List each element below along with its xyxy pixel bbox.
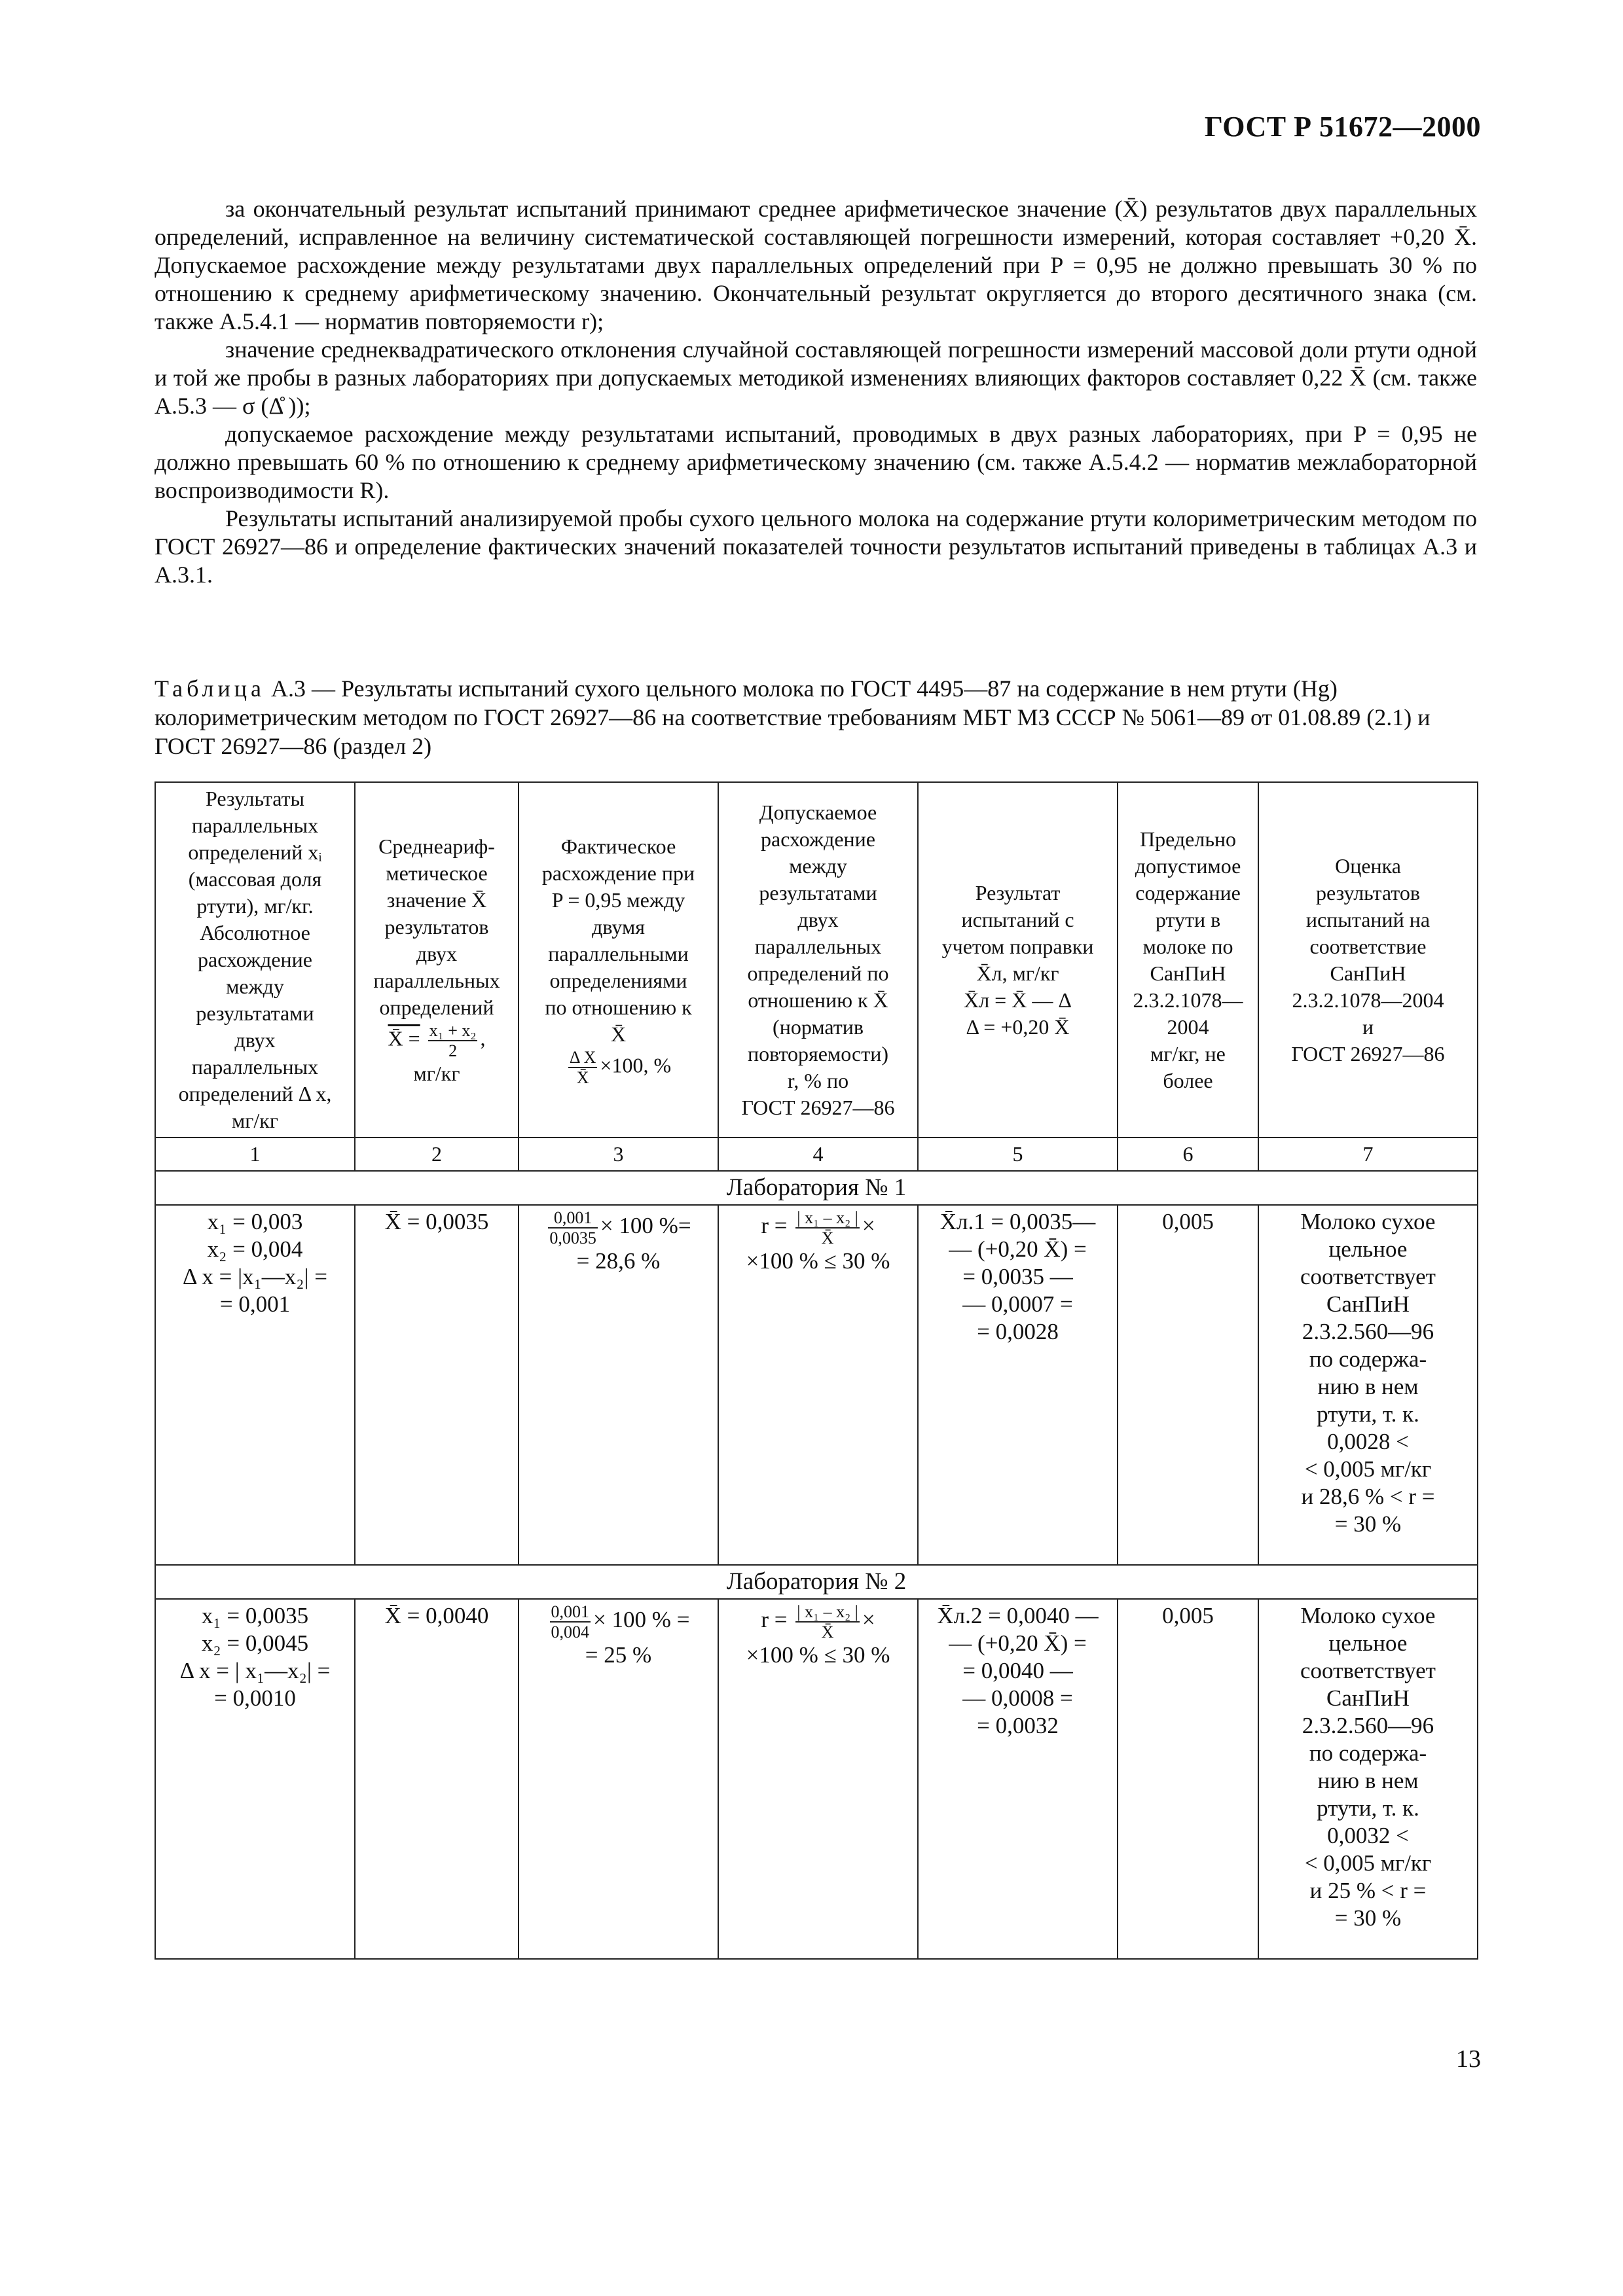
assessment-cell [1258,1205,1478,1565]
allowed-divergence-cell: r = $\frac{\text{| x₁ – x₂ |}}{X̄}$ × ×100 % ≤ 30 % [718,1599,918,1959]
cell-line: ртути, т. к. [1317,1401,1419,1427]
cell-line: расхождение при [541,861,695,885]
fraction: $\frac{0,001}{0,004}$ [551,1602,590,1641]
cell-line: определений [379,995,494,1019]
cell-line: испытаний с [961,907,1074,931]
parallel-results-cell [155,1599,355,1959]
cell-line: и [1362,1014,1374,1039]
cell-line: между [226,975,284,998]
cell-line: двух [416,941,458,965]
cell-line: и 28,6 % < r = [1301,1484,1435,1509]
cell-line: = 0,0035 — [962,1264,1073,1289]
cell-line: = 0,0028 [977,1319,1059,1344]
cell-line: — 0,0007 = [962,1291,1073,1317]
cell-line: повторяемости) [748,1041,888,1066]
cell-line: результатами [196,1001,314,1025]
column-number: 5 [918,1138,1118,1171]
cell-line: — 0,0008 = [962,1685,1073,1711]
cell-line: СанПиН [1330,961,1406,985]
cell-line: расхождение [760,827,875,851]
cell-line: = 0,0040 — [962,1658,1073,1683]
cell-line: Молоко сухое [1300,1603,1436,1628]
cell-line: по содержа- [1309,1740,1427,1766]
cell-line: результатов [384,914,489,939]
cell-line: метическое [386,861,488,885]
cell-line: — (+0,20 X̄) = [949,1630,1087,1656]
cell-line: r, % по [787,1068,849,1092]
limit-cell: 0,005 [1118,1599,1258,1959]
cell-line: ГОСТ 26927—86 [1291,1041,1445,1066]
cell-line: параллельных [191,814,319,837]
header-cell [918,782,1118,1138]
paragraph: Результаты испытаний анализируемой пробы сухого цельного молока на содержание ртути колориметрическим методом по ГОСТ 26927—86 и определение фактических значений показателей точности результатов испытаний приведены в таблицах А.3 и А.3.1. [155,505,1477,588]
column-number-row [155,1138,1478,1171]
cell-line: x₂ = 0,0045 [201,1630,309,1656]
column-number: 4 [718,1138,918,1171]
cell-line: отношению к X̄ [748,988,888,1012]
cell-line: нию в нем [1317,1374,1419,1399]
table-caption-label: Таблица [155,675,265,702]
column-number: 2 [355,1138,519,1171]
cell-line: двух [797,907,839,931]
cell-line: 0,0032 < [1327,1823,1409,1848]
results-table [155,781,1478,1960]
cell-line: соответствует [1300,1658,1436,1683]
page-number: 13 [1456,2045,1481,2073]
cell-line: X̄л.2 = 0,0040 — [937,1603,1099,1628]
cell-line: = 30 % [1334,1511,1402,1537]
table-header-row [155,782,1478,1138]
column-number: 1 [155,1138,355,1171]
cell-line: < 0,005 мг/кг [1304,1850,1432,1876]
cell-line: Молоко сухое [1300,1209,1436,1234]
cell-line: x₁ = 0,003 [207,1209,303,1234]
fraction: $\frac{\text{| x₁ – x₂ |}}{X̄}$ [797,1208,858,1247]
actual-divergence-cell: $\frac{0,001}{0,004}$ × 100 % = = 25 % [519,1599,718,1959]
lab-header-row [155,1171,1478,1205]
cell-line: и 25 % < r = [1309,1878,1427,1903]
paragraph: за окончательный результат испытаний принимают среднее арифметическое значение (X̄) результатов двух параллельных определений, исправленное на величину систематической составляющей погрешности измерений, которая составляет +0,20 X̄. Допускаемое расхождение между результатами двух параллельных определений при P = 0,95 не должно превышать 30 % по отношению к среднему арифметическому значению. Окончательный результат округляется до второго десятичного знака (см. также А.5.4.1 — норматив повторяемости r); [155,196,1477,334]
allowed-divergence-cell: r = $\frac{\text{| x₁ – x₂ |}}{X̄}$ × ×100 % ≤ 30 % [718,1205,918,1565]
cell-line: более [1163,1068,1213,1092]
actual-divergence-cell: $\frac{0,001}{0,0035}$ × 100 %= = 28,6 % [519,1205,718,1565]
cell-line: P = 0,95 между [551,888,685,912]
cell-line: молоке по [1142,934,1233,958]
cell-line: нию в нем [1317,1768,1419,1793]
cell-line: значение X̄ [386,888,487,912]
cell-line: по содержа- [1309,1346,1427,1372]
cell-line: x₁ = 0,0035 [201,1603,309,1628]
lab-title: Лаборатория № 1 [155,1171,1478,1205]
fraction: $\frac{\text{Δ X}}{X̄}$ [569,1047,596,1087]
cell-line: 2004 [1167,1014,1209,1039]
header-cell: Среднеариф- метическое значение X̄ результатов двух параллельных определений X̄ = $\frac{\text{x₁ + x₂}}{2}$ , мг/кг [355,782,519,1138]
cell-line: учетом поправки [941,934,1094,958]
cell-line: определений Δ x, [178,1082,332,1105]
cell-line: Оценка [1335,853,1401,878]
cell-line: < 0,005 мг/кг [1304,1456,1432,1482]
document-code: ГОСТ Р 51672—2000 [1204,111,1481,143]
cell-line: Результаты [205,787,305,810]
cell-line: мг/кг [232,1109,278,1132]
lab-title: Лаборатория № 2 [155,1565,1478,1599]
cell-line: соответствует [1300,1264,1436,1289]
cell-line: = 30 % [1334,1905,1402,1931]
cell-line: 2.3.2.560—96 [1302,1713,1434,1738]
cell-line: Абсолютное [200,921,310,944]
assessment-cell [1258,1599,1478,1959]
cell-line: СанПиН [1326,1685,1410,1711]
cell-line: = 0,0010 [214,1685,296,1711]
cell-line: двумя [592,914,645,939]
cell-line: параллельных [754,934,882,958]
cell-line: (норматив [773,1014,864,1039]
cell-line: ртути, т. к. [1317,1795,1419,1821]
cell-line: X̄л = X̄ — Δ [964,988,1072,1012]
header-cell [718,782,918,1138]
table-caption [155,674,1457,761]
cell-line: 2.3.2.1078— [1133,988,1243,1012]
cell-line: мг/кг, не [1150,1041,1226,1066]
fraction: $\frac{0,001}{0,0035}$ [549,1208,596,1247]
cell-line: содержание [1135,880,1241,905]
header-cell [155,782,355,1138]
lab-header-row [155,1565,1478,1599]
corrected-result-cell [918,1205,1118,1565]
corrected-result-cell [918,1599,1118,1959]
parallel-results-cell [155,1205,355,1565]
cell-line: X̄ [610,1022,627,1046]
cell-line: соответствие [1309,934,1427,958]
cell-line: Среднеариф- [378,834,495,858]
cell-line: 0,0028 < [1327,1429,1409,1454]
table-row [155,1599,1478,1959]
cell-line: Δ x = |x₁—x₂| = [183,1264,327,1289]
cell-line: X̄л.1 = 0,0035— [939,1209,1096,1234]
body-text [155,195,1477,589]
cell-line: расхождение [197,948,312,971]
cell-line: 2.3.2.560—96 [1302,1319,1434,1344]
paragraph: допускаемое расхождение между результатами испытаний, проводимых в двух разных лабораториях, при P = 0,95 не должно превышать 60 % по отношению к среднему арифметическому значению (см. также А.5.4.2 — норматив межлабораторной воспроизводимости R). [155,421,1477,503]
cell-line: допустимое [1135,853,1241,878]
cell-line: параллельными [548,941,689,965]
cell-line: параллельных [191,1055,319,1079]
cell-line: x₂ = 0,004 [207,1236,303,1262]
table-caption-text: А.3 — Результаты испытаний сухого цельного молока по ГОСТ 4495—87 на содержание в нем ртути (Hg) колориметрическим методом по ГОСТ 26927—86 на соответствие требованиям МБТ МЗ СССР № 5061—89 от 01.08.89 (2.1) и ГОСТ 26927—86 (раздел 2) [155,675,1431,759]
cell-line: ртути в [1155,907,1221,931]
mean-cell: X̄ = 0,0035 [355,1205,519,1565]
cell-line: = 0,001 [219,1291,291,1317]
header-cell [1258,782,1478,1138]
cell-line: параллельных [373,968,500,992]
cell-line: испытаний на [1305,907,1431,931]
fraction: $\frac{\text{| x₁ – x₂ |}}{X̄}$ [797,1602,858,1641]
table-row [155,1205,1478,1565]
cell-line: Предельно [1139,827,1237,851]
fraction: $\frac{\text{x₁ + x₂}}{2}$ [429,1020,477,1060]
cell-line: результатов [1316,880,1420,905]
cell-line: X̄л, мг/кг [976,961,1059,985]
cell-line: между [789,853,847,878]
cell-line: СанПиН [1150,961,1226,985]
cell-line: двух [234,1028,276,1052]
cell-line: определениями [549,968,687,992]
column-number: 7 [1258,1138,1478,1171]
cell-line: определений по [747,961,889,985]
cell-line: цельное [1328,1236,1408,1262]
cell-line: 2.3.2.1078—2004 [1292,988,1444,1012]
cell-line: — (+0,20 X̄) = [949,1236,1087,1262]
mean-cell: X̄ = 0,0040 [355,1599,519,1959]
cell-line: Результат [975,880,1061,905]
cell-line: Δ = +0,20 X̄ [966,1014,1070,1039]
cell-line: Фактическое [560,834,676,858]
column-number: 3 [519,1138,718,1171]
cell-line: по отношению к [545,995,692,1019]
cell-line: (массовая доля [188,867,322,891]
cell-line: = 0,0032 [977,1713,1059,1738]
cell-line: определений xᵢ [188,840,322,864]
divergence-formula: $\frac{\text{Δ X}}{X̄}$ ×100, % [569,1047,672,1087]
cell-line: СанПиН [1326,1291,1410,1317]
column-number: 6 [1118,1138,1258,1171]
cell-line: ГОСТ 26927—86 [741,1095,895,1119]
header-cell [1118,782,1258,1138]
cell-line: Допускаемое [759,800,877,824]
limit-cell: 0,005 [1118,1205,1258,1565]
mean-formula: X̄ = $\frac{\text{x₁ + x₂}}{2}$ , [388,1020,486,1060]
cell-line: Δ x = | x₁—x₂| = [179,1658,331,1683]
header-cell [519,782,718,1138]
cell-line: цельное [1328,1630,1408,1656]
cell-line: результатами [759,880,877,905]
cell-line: ртути), мг/кг. [196,894,314,918]
paragraph: значение среднеквадратического отклонения случайной составляющей погрешности измерений массовой доли ртути одной и той же пробы в разных лабораториях при допускаемых методикой изменениях влияющих факторов составляет 0,22 X̄ (см. также А.5.3 — σ (Δ̊ )); [155,336,1477,419]
